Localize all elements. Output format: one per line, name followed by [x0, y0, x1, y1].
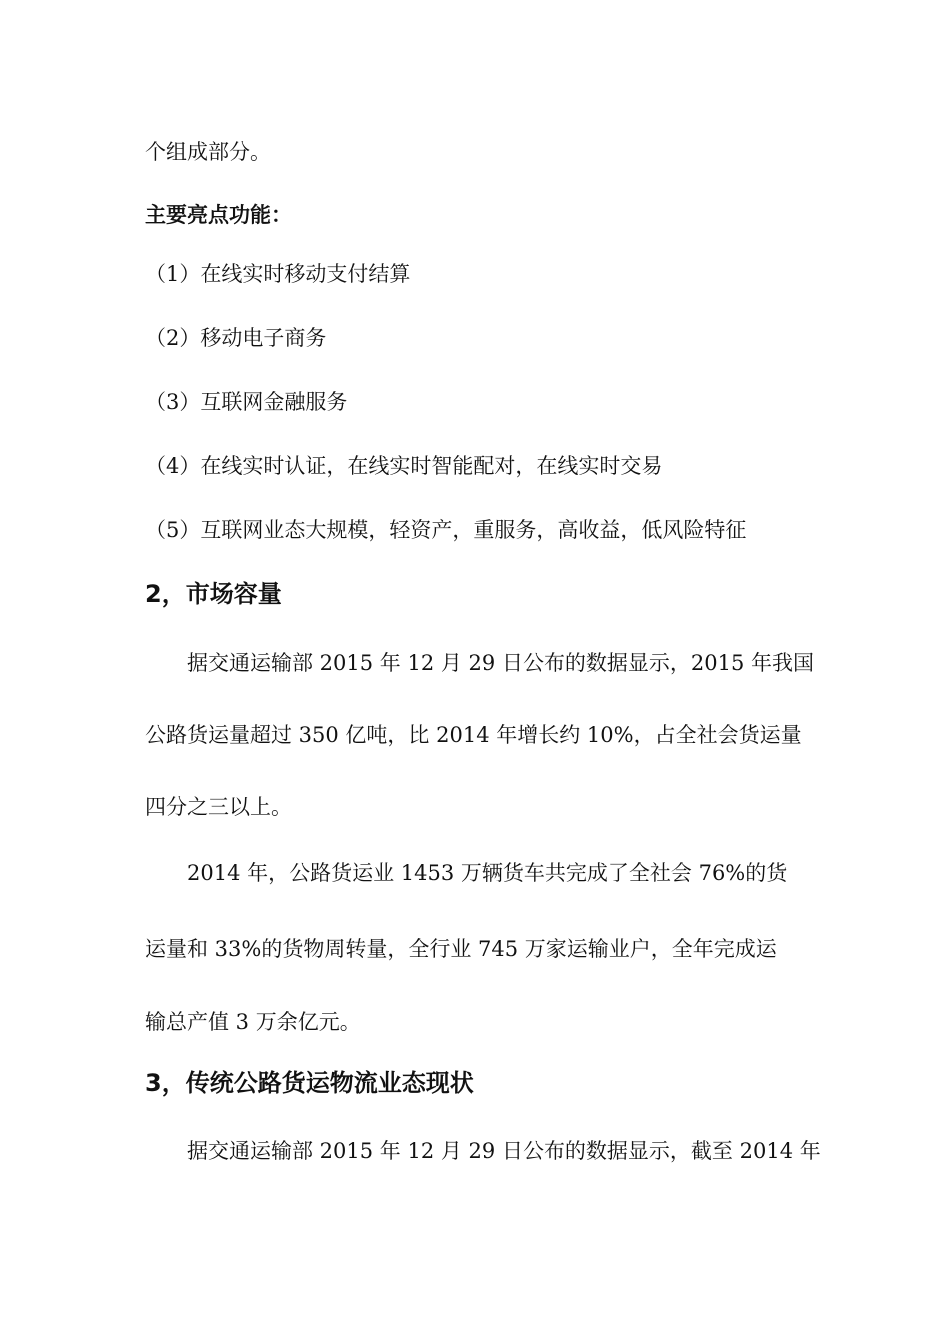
section-2-heading: 2，市场容量 — [145, 580, 282, 608]
section-3-heading: 3，传统公路货运物流业态现状 — [145, 1069, 474, 1097]
intro-tail-text: 个组成部分。 — [145, 140, 271, 164]
section-2-para-2-line-1: 2014 年，公路货运业 1453 万辆货车共完成了全社会 76%的货 — [187, 861, 788, 885]
section-2-para-2-line-2: 运量和 33%的货物周转量，全行业 745 万家运输业户，全年完成运 — [145, 937, 777, 961]
highlight-item-3: （3）互联网金融服务 — [145, 390, 348, 414]
highlight-item-5: （5）互联网业态大规模，轻资产，重服务，高收益，低风险特征 — [145, 518, 747, 542]
highlight-item-4: （4）在线实时认证，在线实时智能配对，在线实时交易 — [145, 454, 663, 478]
section-2-para-1-line-1: 据交通运输部 2015 年 12 月 29 日公布的数据显示，2015 年我国 — [187, 651, 815, 675]
section-2-para-2-line-3: 输总产值 3 万余亿元。 — [145, 1010, 361, 1034]
section-2-para-1-line-2: 公路货运量超过 350 亿吨，比 2014 年增长约 10%，占全社会货运量 — [145, 723, 802, 747]
highlights-title: 主要亮点功能： — [145, 203, 292, 227]
section-3-para-1-line-1: 据交通运输部 2015 年 12 月 29 日公布的数据显示，截至 2014 年 — [187, 1139, 821, 1163]
highlight-item-2: （2）移动电子商务 — [145, 326, 327, 350]
section-2-para-1-line-3: 四分之三以上。 — [145, 795, 292, 819]
highlight-item-1: （1）在线实时移动支付结算 — [145, 262, 411, 286]
